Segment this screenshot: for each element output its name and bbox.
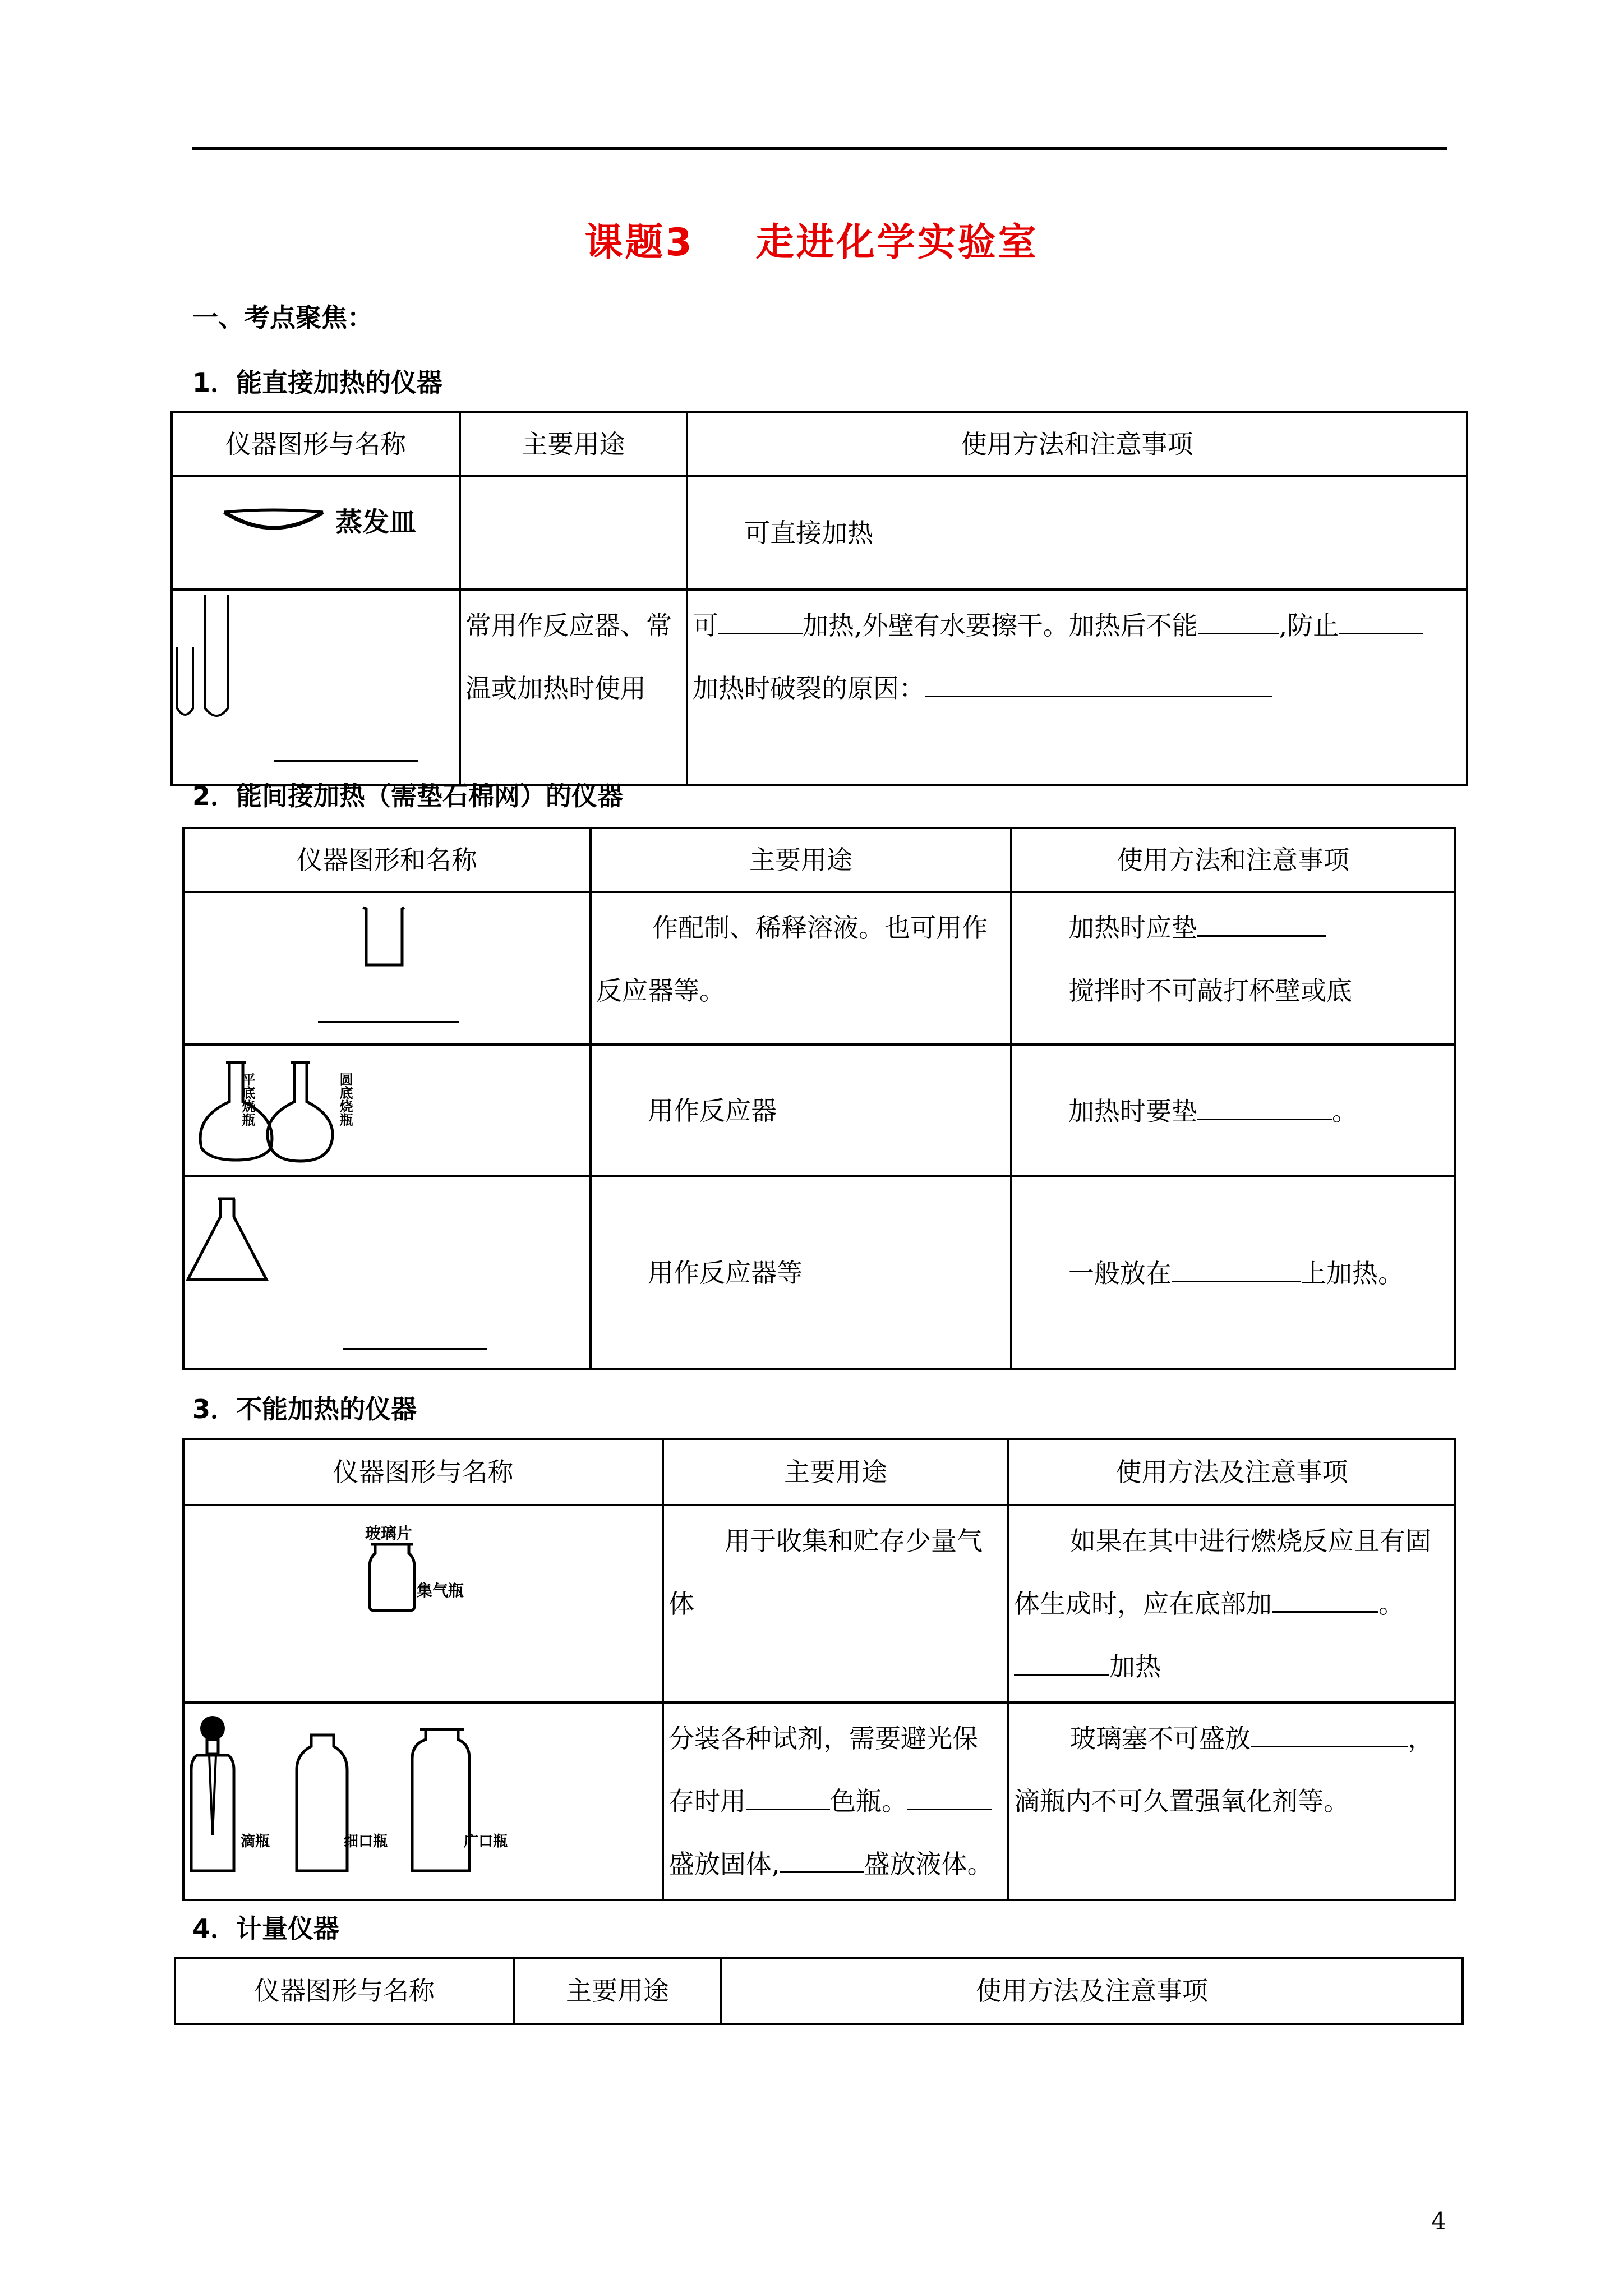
col-header-use: 主要用途 [663,1439,1008,1505]
erlenmeyer-name-blank[interactable] [343,1348,487,1350]
blank-solid-bottle[interactable] [907,1787,992,1810]
table-direct-heating [170,411,1468,786]
col-header-image-name: 仪器图形与名称 [172,412,460,476]
col-header-image-name: 仪器图形与名称 [183,1439,663,1505]
table-measuring [174,1957,1464,2025]
page-number: 4 [1431,2207,1446,2235]
flask-icon [185,1046,591,1176]
col-header-notes: 使用方法及注意事项 [721,1958,1463,2024]
col-header-image-name: 仪器图形与名称 [175,1958,514,2024]
blank-prevent[interactable] [1339,611,1423,634]
blank-flask-pad[interactable] [1197,1097,1332,1120]
blank-erlenmeyer-place[interactable] [1172,1259,1301,1282]
evaporating-dish-use [460,476,687,590]
col-header-image-name: 仪器图形和名称 [183,828,591,892]
test-tube-icon [173,591,460,785]
evaporating-dish-cell [172,476,460,590]
page-title: 课题3 走进化学实验室 [584,220,1039,265]
table-no-heating [182,1438,1456,1901]
blank-cannot-do[interactable] [1198,611,1279,634]
section-focus-heading: 一、考点聚焦： [192,302,373,333]
gas-jar-icon [185,1506,663,1703]
gas-jar-use: 用于收集和贮存少量气体 [668,1526,983,1619]
blank-beaker-pad[interactable] [1197,914,1326,937]
wide-mouth-bottle-label: 广口瓶 [464,1833,508,1850]
col-header-notes: 使用方法及注意事项 [1008,1439,1455,1505]
section-3-heading: 3．不能加热的仪器 [192,1394,417,1424]
blank-crack-reason[interactable] [925,674,1272,697]
reagent-bottles-icon [185,1704,663,1900]
beaker-use: 作配制、稀释溶液。也可用作反应器等。 [596,913,988,1006]
col-header-use: 主要用途 [514,1958,721,2024]
col-header-notes: 使用方法和注意事项 [1011,828,1455,892]
glass-plate-label: 玻璃片 [365,1524,413,1543]
evaporating-dish-notes: 可直接加热 [744,518,873,548]
col-header-use: 主要用途 [591,828,1011,892]
table-row: 滴瓶 细口瓶 广口瓶 分装各种试剂，需要避光保存时用 色瓶。盛放固体, 盛放液体。 玻璃塞不可盛放 ，滴瓶内不可久置强氧化剂等。 [183,1703,1455,1900]
col-header-use: 主要用途 [460,412,687,476]
flat-flask-label: 平底烧瓶 [239,1073,255,1126]
blank-stopper-substance[interactable] [1251,1724,1408,1747]
blank-heating-method[interactable] [718,611,803,634]
beaker-name-blank[interactable] [318,1021,459,1023]
section-2-heading: 2．能间接加热（需垫石棉网）的仪器 [192,781,624,811]
erlenmeyer-cell [183,1176,591,1369]
narrow-mouth-bottle-label: 细口瓶 [344,1833,388,1850]
table-row: 作配制、稀释溶液。也可用作反应器等。 加热时应垫 搅拌时不可敲打杯壁或底 [183,892,1455,1045]
reagent-bottles-cell [183,1703,663,1900]
evaporating-dish-label: 蒸发皿 [335,507,417,538]
evaporating-dish-icon [173,477,460,566]
flask-use: 用作反应器 [648,1095,777,1126]
erlenmeyer-flask-icon [185,1177,591,1369]
dropper-bottle-label: 滴瓶 [241,1833,270,1850]
flask-cell [183,1045,591,1176]
blank-liquid-bottle[interactable] [780,1850,864,1873]
gas-jar-cell [183,1505,663,1703]
table-indirect-heating [182,827,1456,1370]
section-4-heading: 4．计量仪器 [192,1913,340,1944]
test-tube-use: 常用作反应器、常温或加热时使用 [465,610,672,703]
blank-gas-jar-bottom[interactable] [1272,1590,1378,1613]
test-tube-cell [172,590,460,785]
beaker-cell [183,892,591,1045]
section-1-heading: 1．能直接加热的仪器 [192,367,443,398]
blank-gas-jar-heat[interactable] [1014,1653,1109,1676]
test-tube-name-blank[interactable] [274,760,418,762]
table-row: 常用作反应器、常温或加热时使用 可 加热,外壁有水要擦干。加热后不能 ,防止 加热时破裂的原因： [172,590,1467,785]
gas-jar-label: 集气瓶 [417,1581,464,1600]
header-rule [192,147,1447,150]
table-row: 用作反应器等 一般放在 上加热。 [183,1176,1455,1369]
table-row: 平底烧瓶 圆底烧瓶 用作反应器 加热时要垫 。 [183,1045,1455,1176]
table-row: 玻璃片 集气瓶 用于收集和贮存少量气体 如果在其中进行燃烧反应且有固体生成时，应在底部加 。加热 [183,1505,1455,1703]
table-row [172,476,1467,590]
round-flask-label: 圆底烧瓶 [337,1073,353,1126]
erlenmeyer-use: 用作反应器等 [648,1258,803,1288]
col-header-notes: 使用方法和注意事项 [687,412,1467,476]
blank-bottle-color[interactable] [746,1787,830,1810]
